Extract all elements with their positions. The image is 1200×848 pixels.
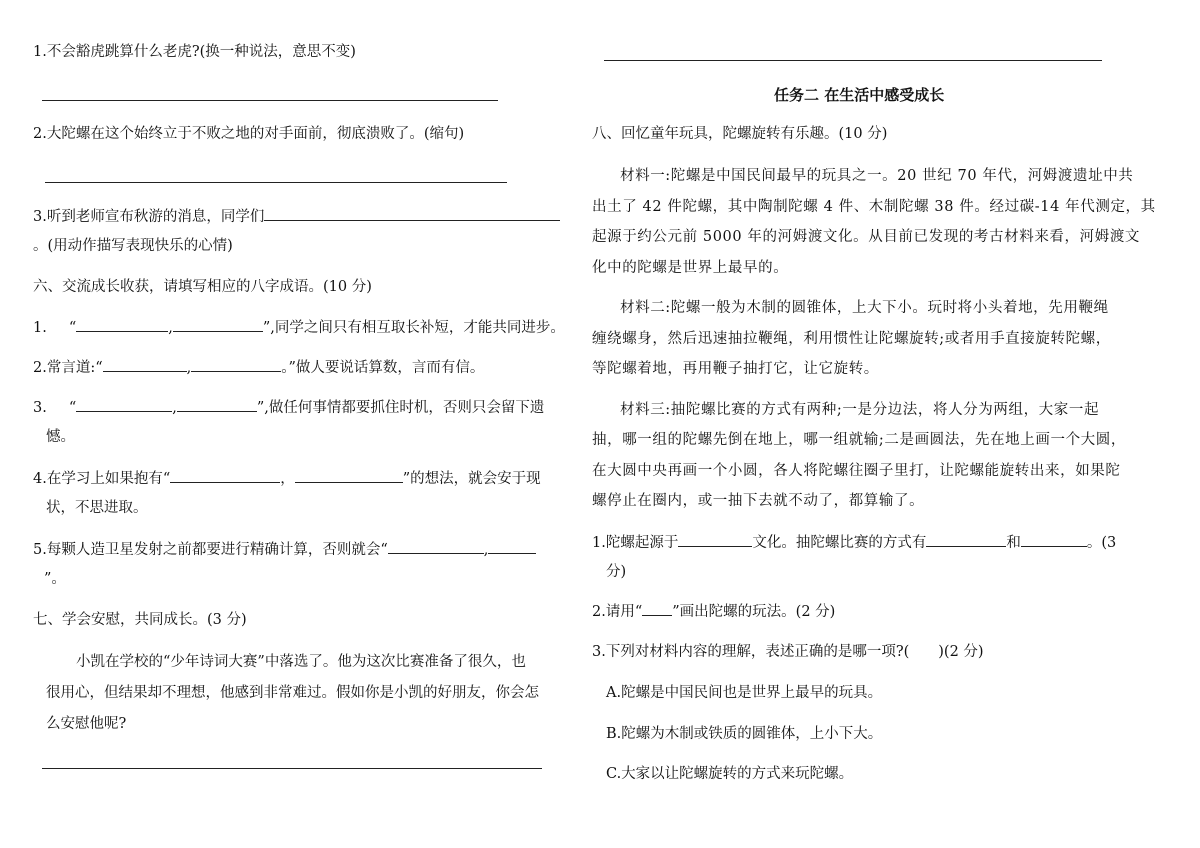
s6-5-line2: ”。 (44, 571, 66, 587)
q8-2-b: ”画出陀螺的玩法。(2 分) (672, 604, 836, 620)
s6-5-comma: , (483, 542, 489, 558)
blank-s6-1b[interactable] (173, 317, 263, 332)
s6-4-comma: ， (280, 471, 295, 487)
q8-1-c: 和 (1006, 535, 1021, 551)
s6-3-open: “ (68, 400, 77, 416)
blank-s6-2b[interactable] (191, 357, 281, 372)
blank-q5-3[interactable] (264, 206, 560, 221)
answer-line-s7[interactable] (42, 768, 542, 769)
material-1-line4: 化中的陀螺是世界上最早的。 (592, 260, 789, 276)
blank-s6-4a[interactable] (170, 468, 280, 483)
blank-s6-2a[interactable] (103, 357, 187, 372)
answer-line-top-right[interactable] (604, 60, 1102, 61)
q5-3-text: 3.听到老师宣布秋游的消息，同学们 (33, 209, 265, 225)
s6-3-num: 3. (33, 400, 47, 416)
blank-q8-1c[interactable] (1021, 532, 1087, 547)
material-3-line2: 抽，哪一组的陀螺先倒在地上，哪一组就输;二是画圆法，先在地上画一个大圆， (592, 432, 1126, 448)
answer-line-q5-2[interactable] (45, 182, 507, 183)
s6-1-open: “ (68, 320, 77, 336)
blank-q8-2[interactable] (642, 601, 672, 616)
s6-4-line2: 状，不思进取。 (46, 500, 148, 516)
s6-item-1 (33, 317, 565, 338)
s6-1-num: 1. (33, 320, 47, 336)
s6-4-rest: ”的想法，就会安于现 (402, 471, 541, 487)
s6-2-comma: , (186, 360, 192, 376)
s6-2-pre: 2.常言道:“ (33, 360, 103, 376)
blank-s6-1a[interactable] (76, 317, 168, 332)
blank-s6-5b[interactable] (488, 539, 536, 554)
blank-s6-3a[interactable] (76, 397, 172, 412)
s6-3-rest: ”,做任何事情都要抓住时机，否则只会留下遗 (256, 400, 545, 416)
material-3-line3: 在大圆中央再画一个小圆，各人将陀螺往圈子里打，让陀螺能旋转出来，如果陀 (592, 463, 1121, 479)
q5-2: 2.大陀螺在这个始终立于不败之地的对手面前，彻底溃败了。(缩句) (33, 126, 465, 142)
blank-q8-1b[interactable] (926, 532, 1006, 547)
q5-3 (33, 206, 560, 227)
material-3-line4: 螺停止在圈内，或一抽下去就不动了，都算输了。 (592, 493, 925, 509)
s6-4-pre: 4.在学习上如果抱有“ (33, 471, 171, 487)
s6-1-rest: ”,同学之间只有相互取长补短，才能共同进步。 (262, 320, 565, 336)
answer-line-q5-1[interactable] (42, 100, 498, 101)
material-2-line3: 等陀螺着地，再用鞭子抽打它，让它旋转。 (592, 361, 879, 377)
q8-2-a: 2.请用“ (592, 604, 643, 620)
q8-1-b: 文化。抽陀螺比赛的方式有 (752, 535, 927, 551)
s7-para-line2: 很用心，但结果却不理想，他感到非常难过。假如你是小凯的好朋友，你会怎 (46, 685, 539, 701)
material-1-line2: 出土了 42 件陀螺，其中陶制陀螺 4 件、木制陀螺 38 件。经过碳-14 年代测定，其 (592, 199, 1156, 215)
blank-s6-5a[interactable] (388, 539, 484, 554)
s6-item-5 (33, 539, 536, 560)
task-title: 任务二 在生活中感受成长 (774, 86, 945, 104)
q8-1-d: 。(3 (1086, 535, 1117, 551)
section-7-heading: 七、学会安慰，共同成长。(3 分) (33, 612, 247, 628)
section-6-heading: 六、交流成长收获，请填写相应的八字成语。(10 分) (33, 279, 372, 295)
q5-3-hint: 。(用动作描写表现快乐的心情) (33, 238, 233, 254)
s6-3-comma: , (172, 400, 177, 416)
blank-s6-3b[interactable] (177, 397, 257, 412)
option-c[interactable]: C.大家以让陀螺旋转的方式来玩陀螺。 (606, 766, 854, 782)
material-1-line1: 材料一:陀螺是中国民间最早的玩具之一。20 世纪 70 年代，河姆渡遗址中共 (620, 168, 1134, 184)
q8-1-a: 1.陀螺起源于 (592, 535, 679, 551)
s6-3-line2: 憾。 (46, 429, 75, 445)
s6-2-rest: 。”做人要说话算数，言而有信。 (281, 360, 485, 376)
option-b[interactable]: B.陀螺为木制或铁质的圆锥体，上小下大。 (606, 726, 883, 742)
blank-q8-1a[interactable] (678, 532, 752, 547)
section-8-heading: 八、回忆童年玩具，陀螺旋转有乐趣。(10 分) (592, 126, 888, 142)
material-2-line2: 缠绕螺身，然后迅速抽拉鞭绳，利用惯性让陀螺旋转;或者用手直接旋转陀螺， (592, 331, 1111, 347)
q8-1-line2: 分) (606, 564, 627, 580)
option-a[interactable]: A.陀螺是中国民间也是世界上最早的玩具。 (606, 685, 883, 701)
material-2-line1: 材料二:陀螺一般为木制的圆锥体，上大下小。玩时将小头着地，先用鞭绳 (620, 300, 1109, 316)
q8-3: 3.下列对材料内容的理解，表述正确的是哪一项?( )(2 分) (592, 644, 984, 660)
q8-1 (592, 532, 1116, 553)
q5-1: 1.不会豁虎跳算什么老虎?(换一种说法，意思不变) (33, 44, 356, 60)
q8-2 (592, 601, 835, 622)
s6-1-comma: , (168, 320, 173, 336)
s6-item-2 (33, 357, 484, 378)
material-3-line1: 材料三:抽陀螺比赛的方式有两种;一是分边法，将人分为两组，大家一起 (620, 402, 1100, 418)
s6-item-3 (33, 397, 544, 418)
s7-para-line1: 小凯在学校的“少年诗词大赛”中落选了。他为这次比赛准备了很久，也 (76, 654, 526, 670)
blank-s6-4b[interactable] (295, 468, 403, 483)
material-1-line3: 起源于约公元前 5000 年的河姆渡文化。从目前已发现的考古材料来看，河姆渡文 (592, 229, 1141, 245)
s7-para-line3: 么安慰他呢? (46, 716, 127, 732)
s6-5-pre: 5.每颗人造卫星发射之前都要进行精确计算，否则就会“ (33, 542, 388, 558)
s6-item-4 (33, 468, 541, 489)
